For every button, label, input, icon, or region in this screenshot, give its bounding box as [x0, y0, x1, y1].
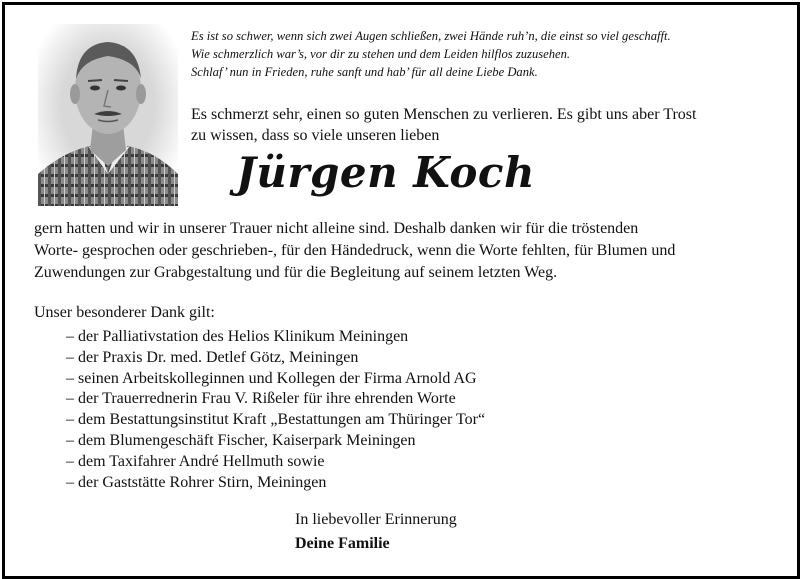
portrait-photo	[38, 24, 178, 206]
closing-block	[295, 508, 457, 556]
list-item: – der Trauerrednerin Frau V. Rißeler für ihre ehrenden Worte	[66, 390, 456, 408]
body-line: Zuwendungen zur Grabgestaltung und für die Begleitung auf seinem letzten Weg.	[34, 264, 558, 281]
body-line: gern hatten und wir in unserer Trauer nicht alleine sind. Deshalb danken wir für die tröstenden	[34, 220, 639, 237]
family-signature: Deine Familie	[295, 535, 390, 552]
thanks-list	[66, 327, 485, 493]
deceased-name: Jürgen Koch	[236, 148, 535, 197]
gratitude-paragraph	[34, 218, 770, 284]
list-item: – der Praxis Dr. med. Detlef Götz, Meiningen	[66, 348, 359, 366]
intro-line: Es schmerzt sehr, einen so guten Menschen zu verlieren. Es gibt uns aber Trost	[191, 106, 697, 123]
list-item: – der Gaststätte Rohrer Stirn, Meiningen	[66, 473, 327, 491]
list-item: – seinen Arbeitskolleginnen und Kollegen der Firma Arnold AG	[66, 369, 477, 387]
closing-line: In liebevoller Erinnerung	[295, 511, 457, 528]
poem-line: Schlaf’ nun in Frieden, ruhe sanft und hab’ für all deine Liebe Dank.	[191, 65, 538, 79]
list-item: – dem Blumengeschäft Fischer, Kaiserpark Meiningen	[66, 431, 416, 449]
poem-line: Es ist so schwer, wenn sich zwei Augen schließen, zwei Hände ruh’n, die einst so viel geschafft.	[191, 29, 671, 43]
thanks-heading: Unser besonderer Dank gilt:	[34, 304, 215, 321]
list-item: – dem Taxifahrer André Hellmuth sowie	[66, 452, 325, 470]
intro-paragraph	[191, 104, 791, 146]
body-line: Worte- gesprochen oder geschrieben-, für den Händedruck, wenn die Worte fehlten, für Blumen und	[34, 242, 676, 259]
poem-verse	[191, 27, 791, 81]
list-item: – der Palliativstation des Helios Klinikum Meiningen	[66, 328, 409, 345]
poem-line: Wie schmerzlich war’s, vor dir zu stehen und dem Leiden hilflos zuzusehen.	[191, 47, 571, 61]
intro-line: zu wissen, dass so viele unseren lieben	[191, 127, 440, 144]
list-item: – dem Bestattungsinstitut Kraft „Bestattungen am Thüringer Tor“	[66, 411, 486, 429]
